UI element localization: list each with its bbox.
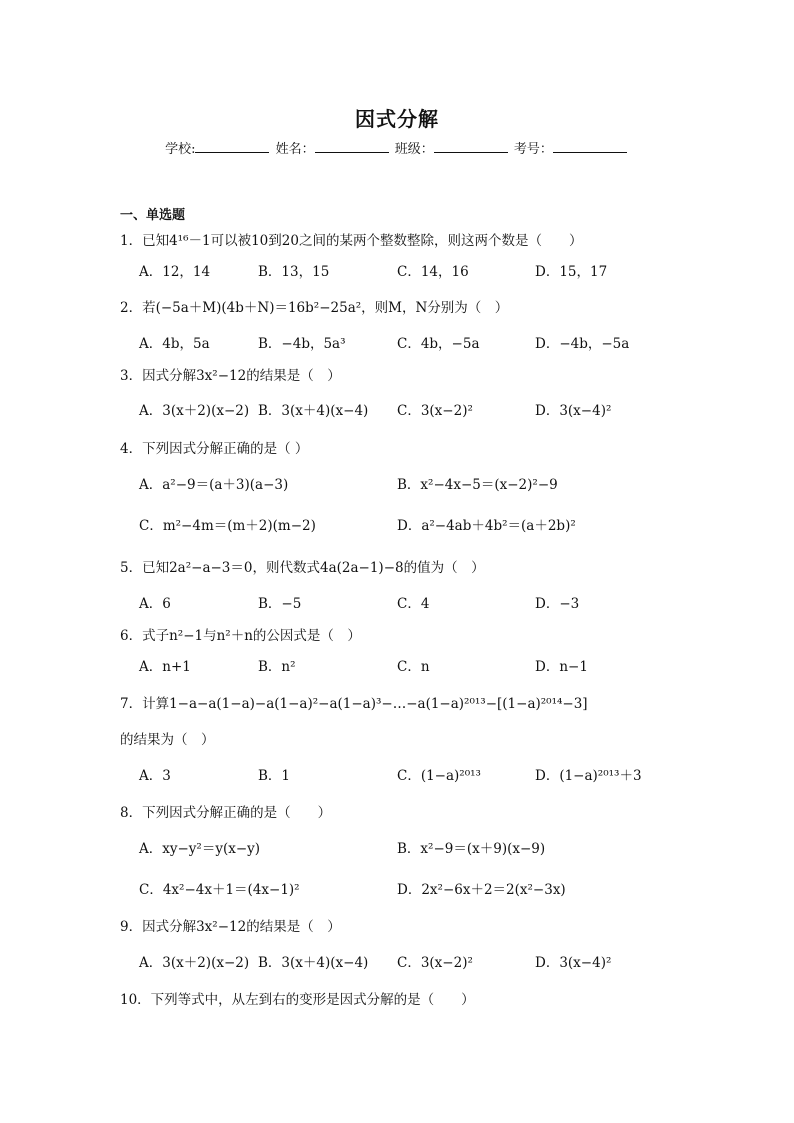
q7-option-d[interactable]: D．(1−a)²⁰¹³＋3: [535, 768, 642, 784]
section-heading: 一、单选题: [120, 208, 186, 223]
question-7-stem-continued: 的结果为（ ）: [120, 732, 215, 748]
q4-option-a[interactable]: A．a²−9＝(a＋3)(a−3): [139, 477, 289, 493]
question-9-stem: 9．因式分解3x²−12的结果是（ ）: [120, 919, 341, 935]
q2-option-d[interactable]: D．−4b，−5a: [535, 336, 630, 352]
q2-option-b[interactable]: B．−4b，5a³: [258, 336, 346, 352]
q2-option-a[interactable]: A．4b，5a: [139, 336, 210, 352]
q4-option-d[interactable]: D．a²−4ab＋4b²＝(a＋2b)²: [397, 518, 576, 534]
q9-option-c[interactable]: C．3(x−2)²: [397, 955, 473, 971]
q7-option-c[interactable]: C．(1−a)²⁰¹³: [397, 768, 481, 784]
q8-option-d[interactable]: D．2x²−6x＋2＝2(x²−3x): [397, 882, 566, 898]
q4-option-c[interactable]: C．m²−4m＝(m＋2)(m−2): [139, 518, 316, 534]
q9-option-d[interactable]: D．3(x−4)²: [535, 955, 612, 971]
school-label: 学校:: [165, 142, 196, 157]
q9-option-a[interactable]: A．3(x＋2)(x−2): [139, 955, 250, 971]
name-label: 姓名：: [275, 142, 315, 157]
q5-option-c[interactable]: C．4: [397, 596, 430, 612]
class-label: 班级：: [394, 142, 434, 157]
q3-option-a[interactable]: A．3(x＋2)(x−2): [139, 403, 250, 419]
school-blank: [195, 139, 269, 153]
q4-option-b[interactable]: B．x²−4x−5＝(x−2)²−9: [397, 477, 558, 493]
question-7-stem: 7．计算1−a−a(1−a)−a(1−a)²−a(1−a)³−…−a(1−a)²⁰¹³−[(1−a)²⁰¹⁴−3]: [120, 696, 588, 712]
q5-option-d[interactable]: D．−3: [535, 596, 580, 612]
student-info-row: [0, 138, 794, 157]
q5-option-b[interactable]: B．−5: [258, 596, 302, 612]
q2-option-c[interactable]: C．4b，−5a: [397, 336, 480, 352]
page-title: 因式分解: [355, 107, 439, 131]
question-6-stem: 6．式子n²−1与n²＋n的公因式是（ ）: [120, 628, 361, 644]
q6-option-b[interactable]: B．n²: [258, 659, 296, 675]
question-1-stem: 1．已知4¹⁶－1可以被10到20之间的某两个整数整除，则这两个数是（ ）: [120, 233, 583, 249]
q1-option-c[interactable]: C．14，16: [397, 264, 469, 280]
question-5-stem: 5．已知2a²−a−3＝0，则代数式4a(2a−1)−8的值为（ ）: [120, 560, 485, 576]
q8-option-b[interactable]: B．x²−9＝(x＋9)(x−9): [397, 841, 546, 857]
number-blank: [553, 139, 627, 153]
q1-option-a[interactable]: A．12，14: [139, 264, 211, 280]
q6-option-a[interactable]: A．n+1: [139, 659, 191, 675]
q7-option-a[interactable]: A．3: [139, 768, 171, 784]
question-4-stem: 4．下列因式分解正确的是（ ）: [120, 441, 309, 457]
q1-option-b[interactable]: B．13，15: [258, 264, 330, 280]
q8-option-a[interactable]: A．xy−y²＝y(x−y): [139, 841, 261, 857]
question-10-stem: 10．下列等式中，从左到右的变形是因式分解的是（ ）: [120, 992, 475, 1008]
q3-option-c[interactable]: C．3(x−2)²: [397, 403, 473, 419]
q6-option-c[interactable]: C．n: [397, 659, 430, 675]
q7-option-b[interactable]: B．1: [258, 768, 291, 784]
q5-option-a[interactable]: A．6: [139, 596, 171, 612]
question-3-stem: 3．因式分解3x²−12的结果是（ ）: [120, 368, 341, 384]
q9-option-b[interactable]: B．3(x＋4)(x−4): [258, 955, 369, 971]
q3-option-b[interactable]: B．3(x＋4)(x−4): [258, 403, 369, 419]
class-blank: [434, 139, 508, 153]
name-blank: [315, 139, 389, 153]
q1-option-d[interactable]: D．15，17: [535, 264, 608, 280]
q8-option-c[interactable]: C．4x²−4x＋1＝(4x−1)²: [139, 882, 300, 898]
question-2-stem: 2．若(−5a＋M)(4b＋N)＝16b²−25a²，则M，N分别为（ ）: [120, 300, 509, 316]
q3-option-d[interactable]: D．3(x−4)²: [535, 403, 612, 419]
question-8-stem: 8．下列因式分解正确的是（ ）: [120, 805, 332, 821]
number-label: 考号：: [513, 142, 553, 157]
q6-option-d[interactable]: D．n−1: [535, 659, 588, 675]
